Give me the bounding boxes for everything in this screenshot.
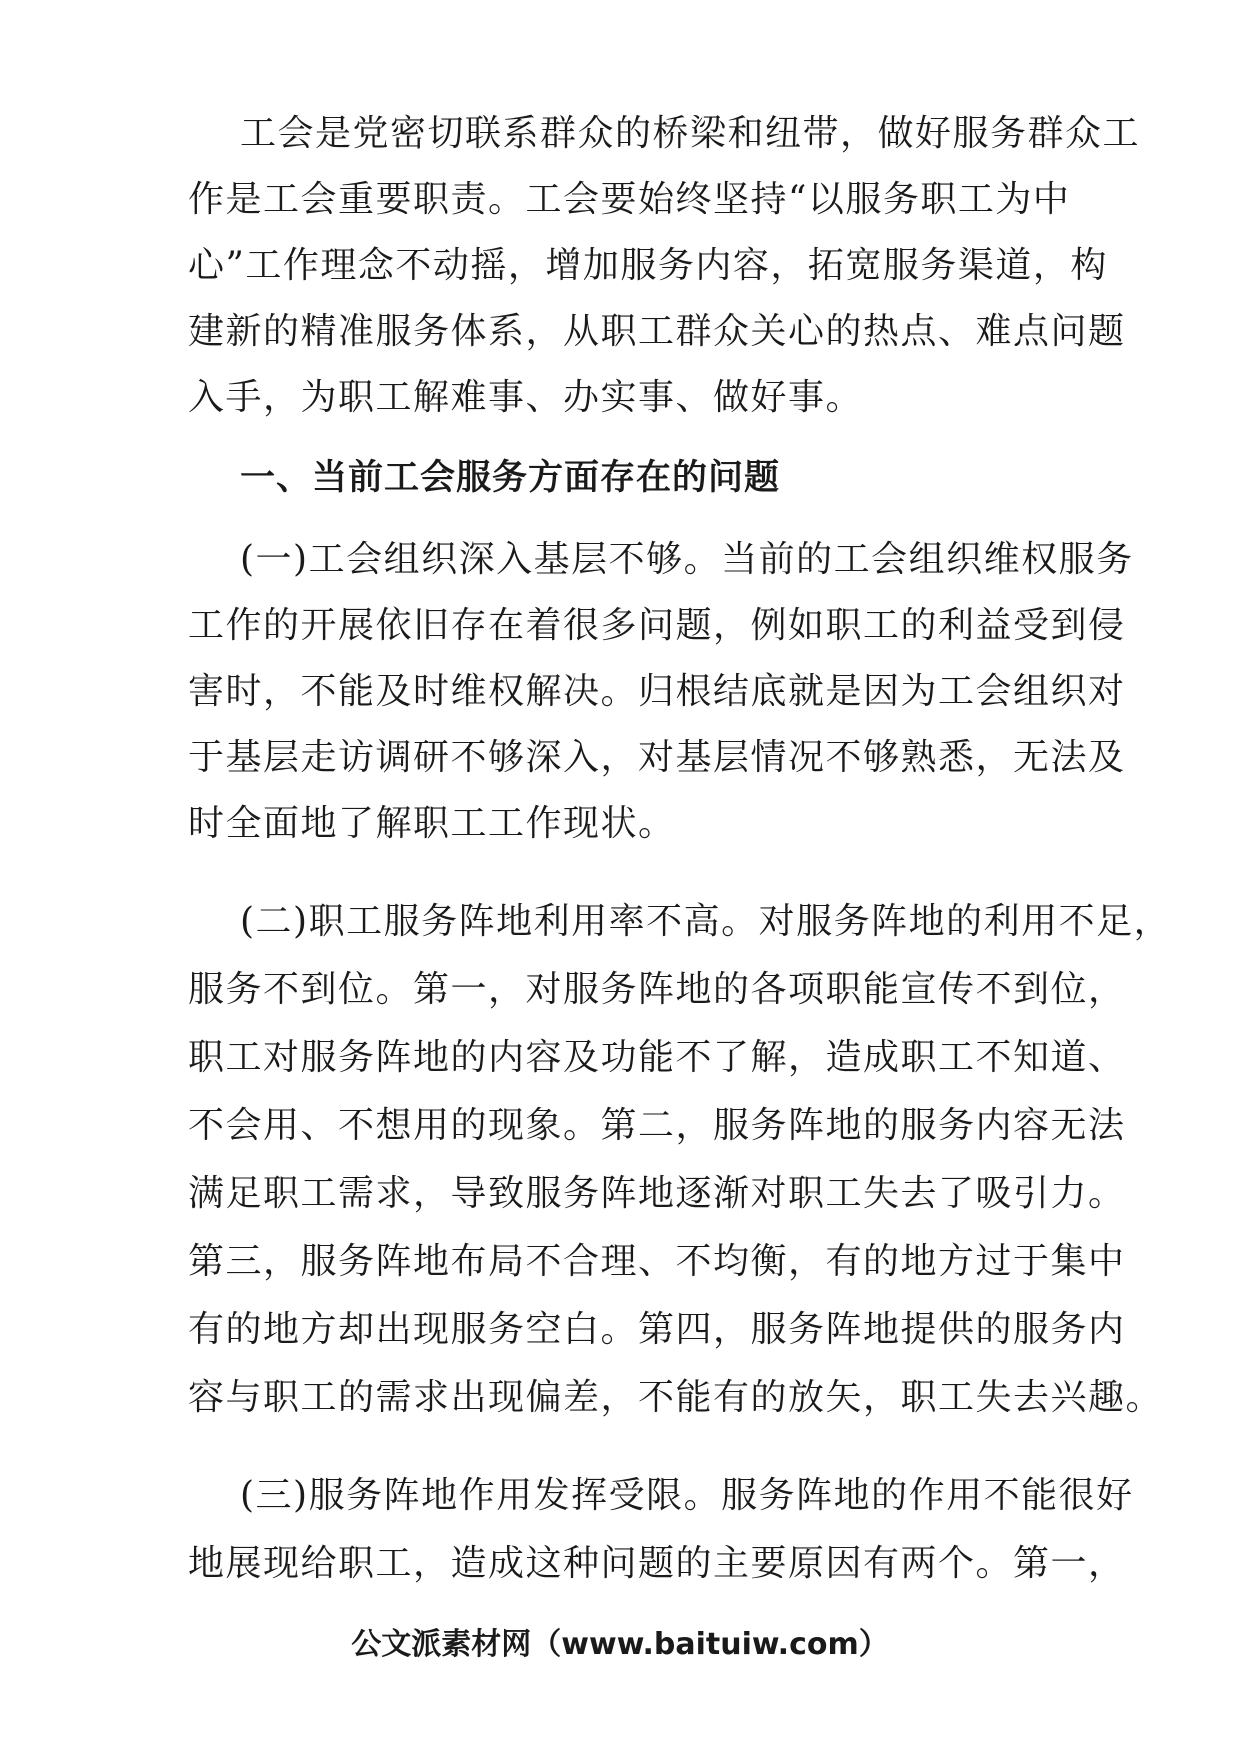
para2-line-6: 第三，服务阵地布局不合理、不均衡，有的地方过于集中 — [188, 1241, 1126, 1282]
para2-line-2: 服务不到位。第一，对服务阵地的各项职能宣传不到位， — [188, 969, 1126, 1010]
intro-line-3: 心”工作理念不动摇，增加服务内容，拓宽服务渠道，构 — [188, 245, 1108, 286]
para1-line-5: 时全面地了解职工工作现状。 — [188, 803, 676, 844]
para2-line-4: 不会用、不想用的现象。第二，服务阵地的服务内容无法 — [188, 1105, 1126, 1146]
para2-line-1: (二)职工服务阵地利用率不高。对服务阵地的利用不足， — [240, 901, 1172, 942]
section-heading: 一、当前工会服务方面存在的问题 — [240, 458, 781, 498]
para1-line-4: 于基层走访调研不够深入，对基层情况不够熟悉，无法及 — [188, 737, 1126, 778]
footer-source: 公文派素材网（www.baituiw.com） — [351, 1627, 889, 1662]
para3-line-1: (三)服务阵地作用发挥受限。服务阵地的作用不能很好 — [240, 1475, 1134, 1516]
para2-line-8: 容与职工的需求出现偏差，不能有的放矢，职工失去兴趣。 — [188, 1377, 1164, 1418]
para3-line-2: 地展现给职工，造成这种问题的主要原因有两个。第一， — [188, 1543, 1126, 1584]
para1-line-3: 害时，不能及时维权解决。归根结底就是因为工会组织对 — [188, 671, 1126, 712]
para2-line-5: 满足职工需求，导致服务阵地逐渐对职工失去了吸引力。 — [188, 1173, 1126, 1214]
para1-line-1: (一)工会组织深入基层不够。当前的工会组织维权服务 — [240, 539, 1134, 580]
intro-line-5: 入手，为职工解难事、办实事、做好事。 — [188, 377, 864, 418]
intro-line-4: 建新的精准服务体系，从职工群众关心的热点、难点问题 — [188, 311, 1126, 352]
para1-line-2: 工作的开展依旧存在着很多问题，例如职工的利益受到侵 — [188, 605, 1126, 646]
intro-line-2: 作是工会重要职责。工会要始终坚持“以服务职工为中 — [188, 179, 1071, 220]
para2-line-3: 职工对服务阵地的内容及功能不了解，造成职工不知道、 — [188, 1037, 1126, 1078]
intro-line-1: 工会是党密切联系群众的桥梁和纽带，做好服务群众工 — [240, 113, 1141, 154]
para2-line-7: 有的地方却出现服务空白。第四，服务阵地提供的服务内 — [188, 1309, 1126, 1350]
